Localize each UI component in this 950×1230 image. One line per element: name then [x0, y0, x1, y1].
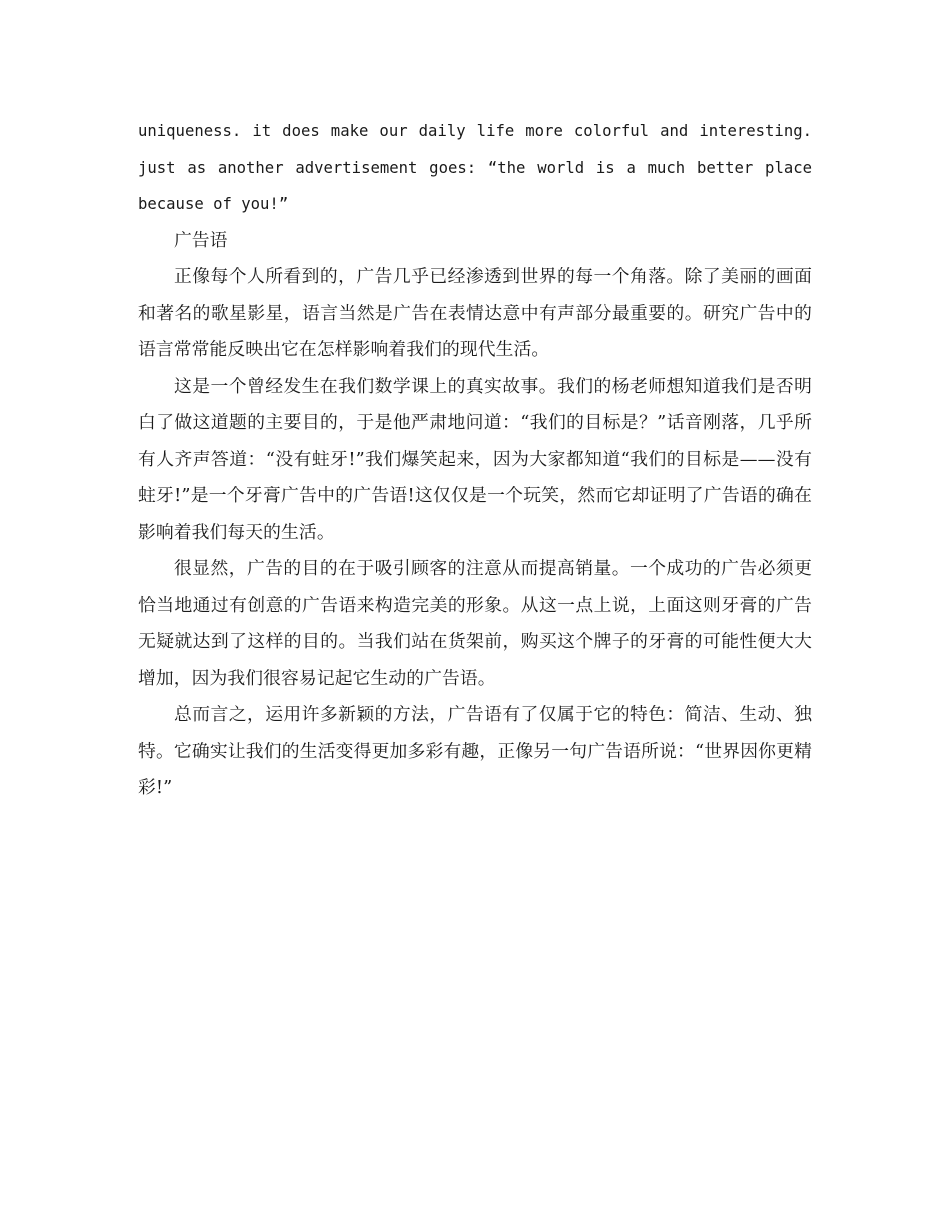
english-paragraph-tail: uniqueness. it does make our daily life more colorful and interesting. just as another advertisement goes: “the world is a much better place because of you!”	[138, 122, 812, 213]
document-body	[138, 113, 812, 807]
paragraph-2: 这是一个曾经发生在我们数学课上的真实故事。我们的杨老师想知道我们是否明白了做这道题的主要目的，于是他严肃地问道：“我们的目标是？”话音刚落，几乎所有人齐声答道：“没有蛀牙!”我们爆笑起来，因为大家都知道“我们的目标是——没有蛀牙!”是一个牙膏广告中的广告语!这仅仅是一个玩笑，然而它却证明了广告语的确在影响着我们每天的生活。	[138, 375, 812, 543]
section-heading: 广告语	[174, 229, 228, 251]
paragraph-4: 总而言之，运用许多新颖的方法，广告语有了仅属于它的特色：简洁、生动、独特。它确实让我们的生活变得更加多彩有趣，正像另一句广告语所说：“世界因你更精彩!”	[138, 704, 812, 798]
paragraph-1: 正像每个人所看到的，广告几乎已经渗透到世界的每一个角落。除了美丽的画面和著名的歌星影星，语言当然是广告在表情达意中有声部分最重要的。研究广告中的语言常常能反映出它在怎样影响着我们的现代生活。	[138, 266, 812, 360]
paragraph-3: 很显然，广告的目的在于吸引顾客的注意从而提高销量。一个成功的广告必须更恰当地通过有创意的广告语来构造完美的形象。从这一点上说，上面这则牙膏的广告无疑就达到了这样的目的。当我们站在货架前，购买这个牌子的牙膏的可能性便大大增加，因为我们很容易记起它生动的广告语。	[138, 558, 812, 689]
